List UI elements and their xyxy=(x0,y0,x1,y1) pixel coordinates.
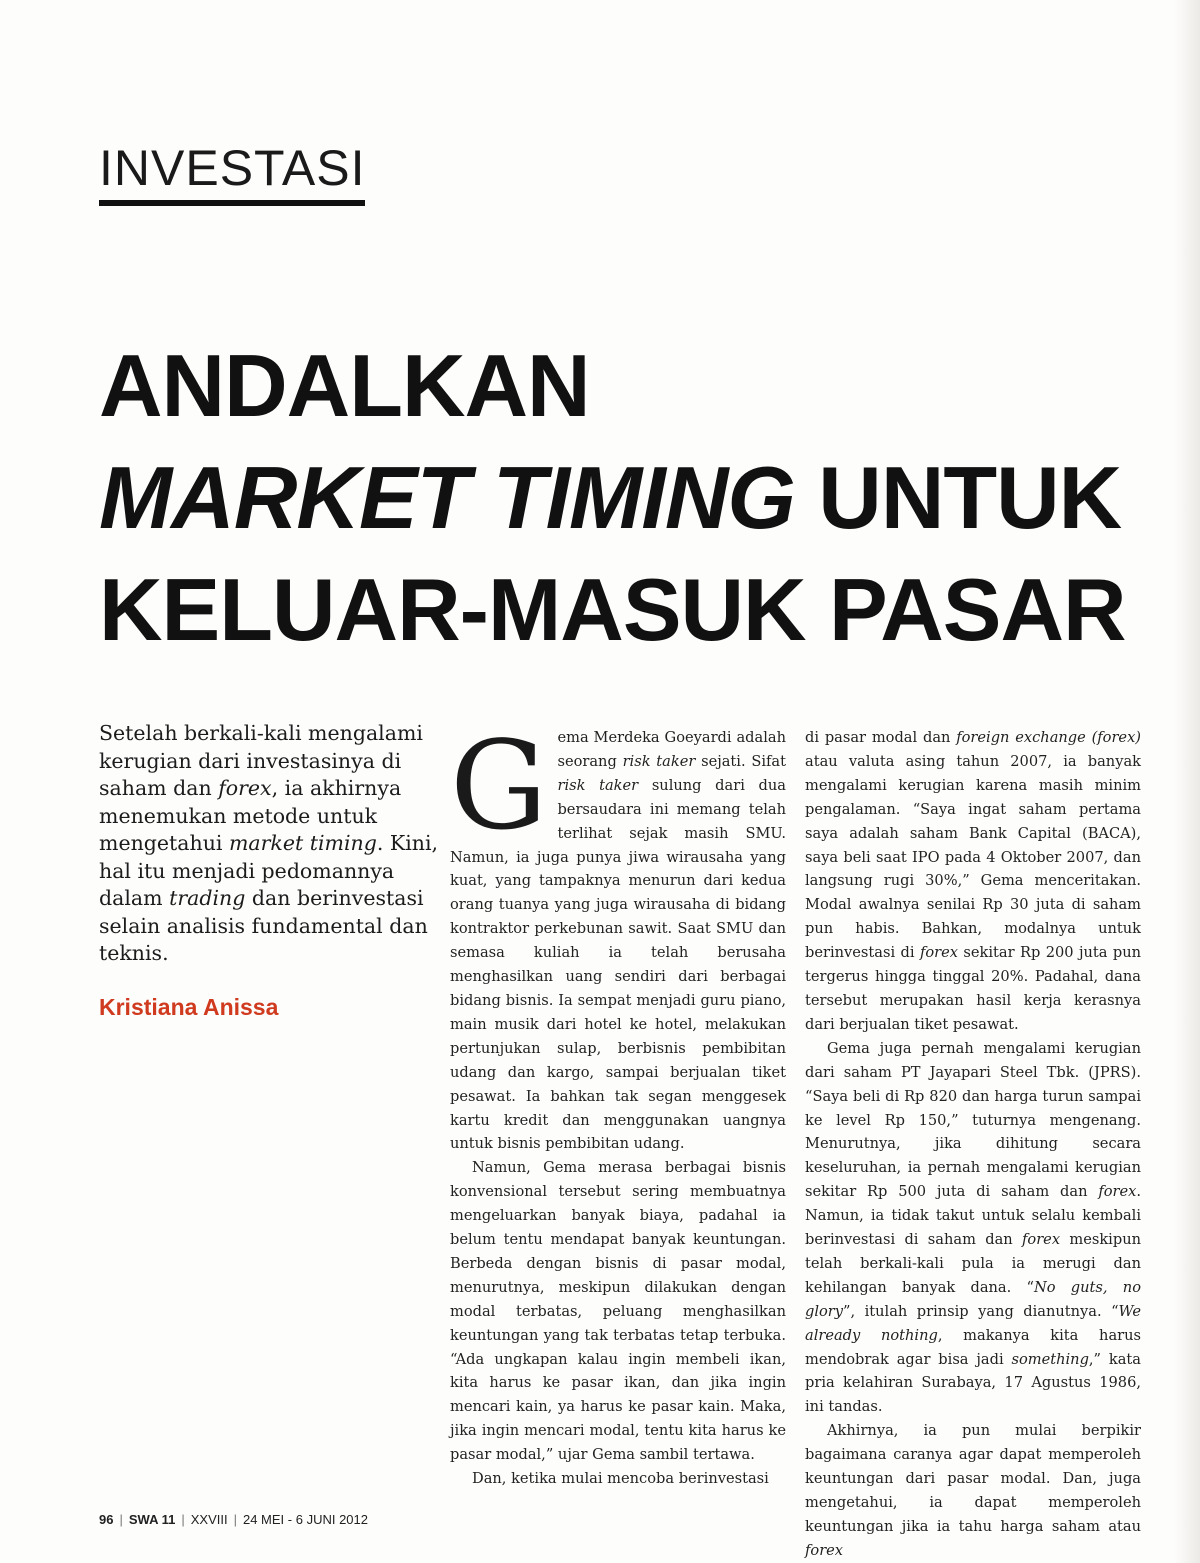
body-text: ema Merdeka Goeyardi adalah seorang xyxy=(557,729,786,770)
lead-text: . Kini, hal itu menjadi pedomannya dalam xyxy=(99,831,439,910)
body-text: atau valuta asing tahun 2007, ia banyak mengalami kerugian karena masih minim pengalaman. “Saya ingat saham pertama saya adalah saham Bank Capital (BACA), saya beli saat IPO pada 4 Oktober 2007, dan langsung rugi 30%,” Gema menceritakan. Modal awalnya senilai Rp 30 juta di saham pun habis. Bahkan, modalnya untuk berinvestasi di xyxy=(805,752,1141,962)
body-italic: No guts, no glory xyxy=(805,1278,1141,1320)
body-italic: something xyxy=(1011,1350,1089,1368)
body-paragraph xyxy=(450,715,786,1156)
body-paragraph: Namun, Gema merasa berbagai bisnis konvensional tersebut sering membuatnya mengeluarkan banyak biaya, padahal ia belum tentu mendapat banyak keuntungan. Berbeda dengan bisnis di pasar modal, menurutnya, meskipun dilakukan dengan modal terbatas, peluang menghasilkan keuntungan yang tak terbatas tetap terbuka. “Ada ungkapan kalau ingin membeli ikan, kita harus ke pasar ikan, dan jika ingin mencari kain, ya harus ke pasar kain. Maka, jika ingin mencari modal, tentu kita harus ke pasar modal,” ujar Gema sambil tertawa. xyxy=(450,1159,786,1464)
body-text: di pasar modal dan xyxy=(805,729,957,746)
body-text: sejati. Sifat xyxy=(695,752,786,770)
body-italic: risk taker xyxy=(622,752,696,770)
lead-text: Setelah berkali-kali mengalami kerugian dari investasinya di saham dan xyxy=(99,721,423,800)
author-byline: Kristiana Anissa xyxy=(99,994,279,1020)
page-spine-shadow xyxy=(1174,0,1200,1563)
lead-text: , ia akhirnya menemukan metode untuk mengetahui xyxy=(99,776,402,855)
headline-line-1: ANDALKAN xyxy=(99,336,590,435)
issue-dates: 24 MEI - 6 JUNI 2012 xyxy=(242,1512,368,1527)
body-italic: We already nothing xyxy=(805,1302,1141,1344)
volume-number: XXVIII xyxy=(190,1512,228,1527)
body-text: meskipun telah berkali-kali pula ia merugi dan kehilangan banyak dana. “ xyxy=(805,1231,1141,1296)
headline-line-2 xyxy=(99,442,1126,554)
lead-italic: trading xyxy=(169,886,246,910)
headline xyxy=(99,330,1126,666)
headline-line-2-rest: UNTUK xyxy=(794,448,1122,547)
body-text: sulung dari dua bersaudara ini memang telah terlihat sejak masih SMU. Namun, ia juga punya jiwa wirausaha yang kuat, yang tampaknya menurun dari kedua orang tuanya yang juga wirausaha di bidang kontraktor perkebunan sawit. Saat SMU dan semasa kuliah ia telah berusaha menghasilkan uang sendiri dari berbagai bidang bisnis. Ia sempat menjadi guru piano, main musik dari hotel ke hotel, melakukan pertunjukan sulap, berbisnis pembibitan udang dan kargo, sampai berjualan tiket pesawat. Ia bahkan tak segan menggesek kartu kredit dan menggunakan uangnya untuk bisnis pembibitan udang. xyxy=(450,776,786,1153)
body-text: , makanya kita harus mendobrak agar bisa jadi xyxy=(805,1326,1142,1368)
body-text: Akhirnya, ia pun mulai berpikir bagaimana caranya agar dapat memperoleh keuntungan dari pasar modal. Dan, juga mengetahui, ia dapat memperoleh keuntungan jika ia tahu harga saham atau xyxy=(805,1422,1141,1535)
body-paragraph xyxy=(805,1419,1141,1562)
body-text: ,” kata pria kelahiran Surabaya, 17 Agustus 1986, ini tandas. xyxy=(805,1350,1141,1416)
drop-cap: G xyxy=(450,715,548,857)
lead-italic: market timing xyxy=(228,831,377,855)
footer-separator: | xyxy=(233,1512,237,1527)
headline-line-3: KELUAR-MASUK PASAR xyxy=(99,560,1126,659)
body-paragraph xyxy=(805,1037,1141,1420)
lead-italic: forex xyxy=(218,776,272,800)
body-italic: forex xyxy=(1098,1183,1137,1201)
body-text: Gema juga pernah mengalami kerugian dari saham PT Jayapari Steel Tbk. (JPRS). “Saya beli di Rp 820 dan harga turun sampai ke level Rp 150,” tuturnya mengenang. Menurutnya, jika dihitung secara keseluruhan, ia pernah mengalami kerugian sekitar Rp 500 juta di saham dan xyxy=(805,1039,1141,1201)
body-text: ”, itulah prinsip yang dianutnya. “ xyxy=(843,1302,1119,1320)
headline-italic: MARKET TIMING xyxy=(99,448,795,547)
footer-separator: | xyxy=(181,1512,185,1527)
body-italic: forex xyxy=(1022,1231,1061,1249)
body-paragraph xyxy=(805,726,1141,1037)
magazine-issue: SWA 11 xyxy=(128,1512,176,1527)
page-number: 96 xyxy=(99,1512,114,1527)
lead-paragraph xyxy=(99,720,444,968)
footer-separator: | xyxy=(119,1512,123,1527)
body-italic: risk taker xyxy=(557,776,639,794)
body-italic: foreign exchange (forex) xyxy=(956,729,1141,746)
lead-text: dan berinvestasi selain analisis fundamental dan teknis. xyxy=(99,886,428,965)
body-column-2 xyxy=(805,726,1141,1563)
page-footer xyxy=(99,1512,368,1527)
body-column-1 xyxy=(450,715,786,1491)
body-text: . Namun, ia tidak takut untuk selalu kembali berinvestasi di saham dan xyxy=(805,1183,1141,1249)
body-italic: forex xyxy=(805,1541,844,1559)
body-text: sekitar Rp 200 juta pun tergerus hingga tinggal 20%. Padahal, dana tersebut merupakan hasil kerja kerasnya dari berjualan tiket pesawat. xyxy=(805,944,1141,1033)
section-label: INVESTASI xyxy=(99,140,365,206)
body-italic: forex xyxy=(919,944,958,962)
body-paragraph: Dan, ketika mulai mencoba berinvestasi xyxy=(472,1470,769,1488)
